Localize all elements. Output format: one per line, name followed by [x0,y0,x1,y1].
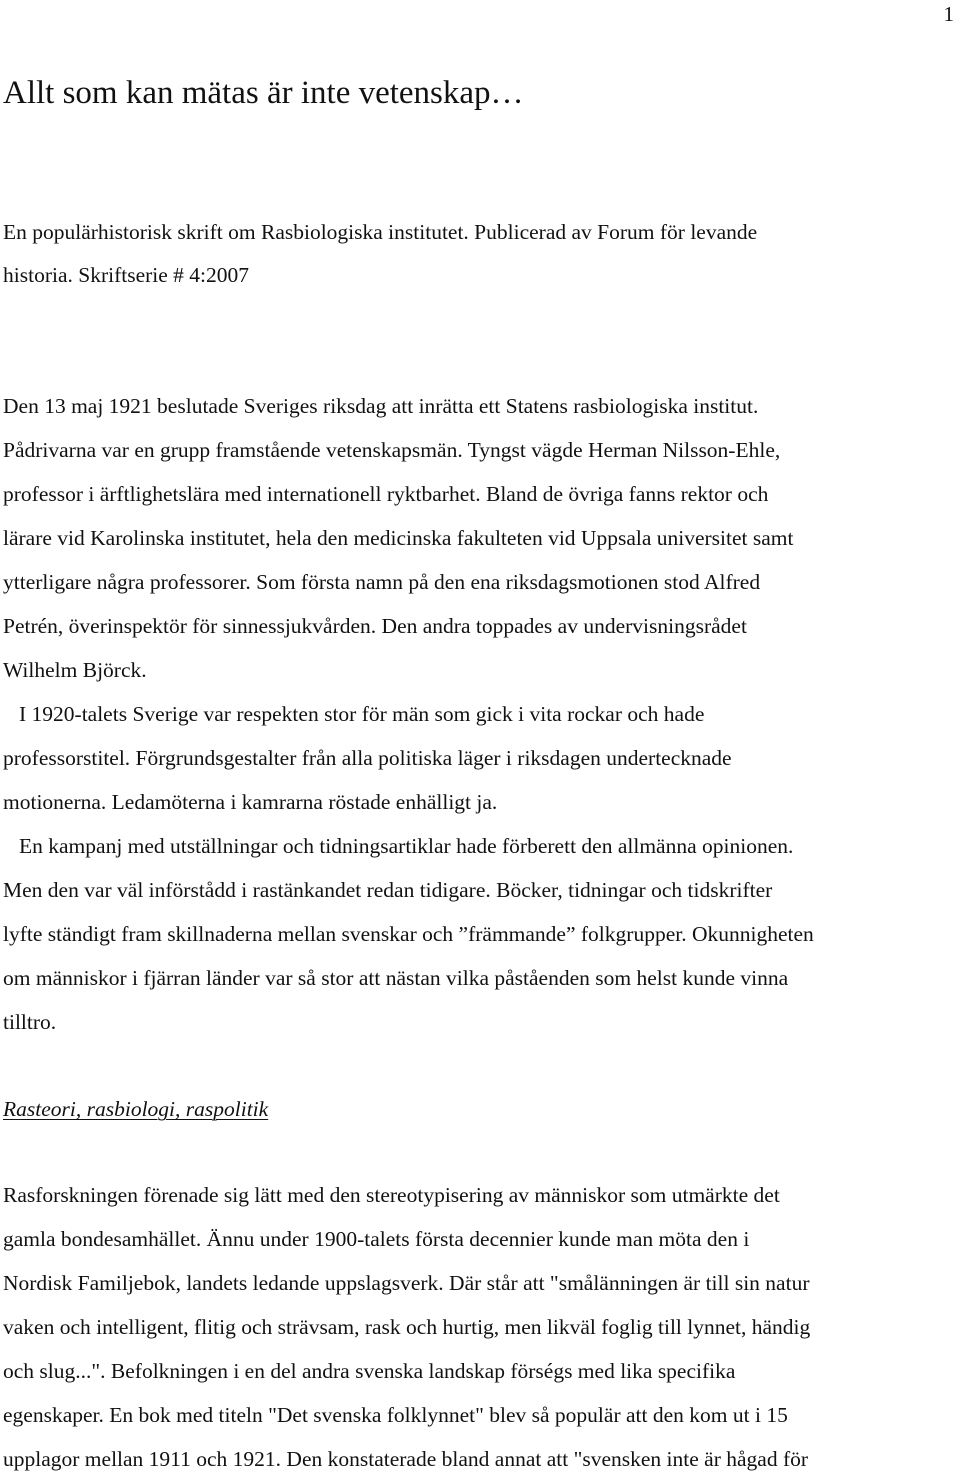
text-line: Rasforskningen förenade sig lätt med den stereotypisering av människor som utmärkte det [3,1183,780,1207]
text-line: ytterligare några professorer. Som första namn på den ena riksdagsmotionen stod Alfred [3,570,761,594]
text-line: En kampanj med utställningar och tidningsartiklar hade förberett den allmänna opinionen. [19,834,794,858]
text-line: professorstitel. Förgrundsgestalter från alla politiska läger i riksdagen undertecknade [3,746,732,770]
text-line: historia. Skriftserie # 4:2007 [3,263,250,287]
text-line: lärare vid Karolinska institutet, hela den medicinska fakulteten vid Uppsala universitet samt [3,526,794,550]
text-line: Men den var väl införstådd i rastänkandet redan tidigare. Böcker, tidningar och tidskrifter [3,878,773,902]
text-line: upplagor mellan 1911 och 1921. Den konstaterade bland annat att "svensken inte är hågad för [3,1447,809,1471]
text-line: Nordisk Familjebok, landets ledande uppslagsverk. Där står att "smålänningen är till sin natur [3,1271,810,1295]
text-line: Pådrivarna var en grupp framstående vetenskapsmän. Tyngst vägde Herman Nilsson-Ehle, [3,438,781,462]
text-line: Wilhelm Björck. [3,658,147,682]
page-title: Allt som kan mätas är inte vetenskap… [3,75,524,111]
text-line: Den 13 maj 1921 beslutade Sveriges riksdag att inrätta ett Statens rasbiologiska institut. [3,394,759,418]
text-line: I 1920-talets Sverige var respekten stor för män som gick i vita rockar och hade [19,702,705,726]
text-line: tilltro. [3,1010,57,1034]
page-number: 1 [943,2,954,26]
text-line: lyfte ständigt fram skillnaderna mellan svenskar och ”främmande” folkgrupper. Okunnigheten [3,922,814,946]
section-heading: Rasteori, rasbiologi, raspolitik [3,1097,269,1121]
text-line: egenskaper. En bok med titeln "Det svenska folklynnet" blev så populär att den kom ut i 15 [3,1403,788,1427]
text-line: En populärhistorisk skrift om Rasbiologiska institutet. Publicerad av Forum för levande [3,220,758,244]
text-line: och slug...". Befolkningen i en del andra svenska landskap förségs med lika specifika [3,1359,736,1383]
text-line: professor i ärftlighetslära med internationell ryktbarhet. Bland de övriga fanns rektor och [3,482,769,506]
text-line: vaken och intelligent, flitig och strävsam, rask och hurtig, men likväl foglig till lynnet, händig [3,1315,811,1339]
text-line: om människor i fjärran länder var så stor att nästan vilka påståenden som helst kunde vinna [3,966,789,990]
text-line: gamla bondesamhället. Ännu under 1900-talets första decennier kunde man möta den i [3,1227,750,1251]
text-line: Petrén, överinspektör för sinnessjukvården. Den andra toppades av undervisningsrådet [3,614,747,638]
text-line: motionerna. Ledamöterna i kamrarna röstade enhälligt ja. [3,790,498,814]
